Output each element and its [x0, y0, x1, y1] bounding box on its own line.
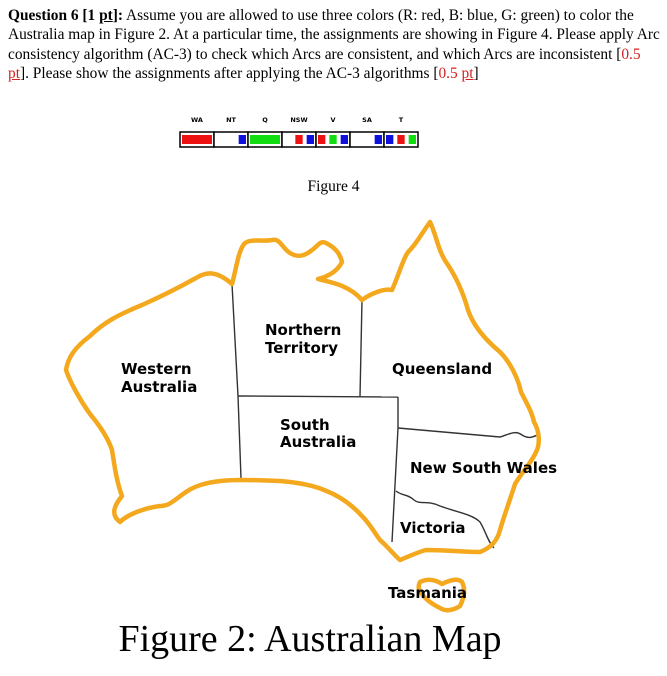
label-western-australia-2: Australia [121, 378, 198, 396]
score-2-number: 0.5 [438, 64, 462, 82]
domain-header-q: Q [262, 116, 268, 124]
border-wa-nt [232, 284, 241, 478]
question-body-3: ] [473, 64, 479, 82]
figure-2-caption: Figure 2: Australian Map [118, 618, 502, 660]
domain-header-nsw: NSW [290, 116, 308, 124]
label-victoria: Victoria [400, 519, 466, 537]
question-body-1: Assume you are allowed to use three colors (R: red, B: blue, G: green) to color the Australia map in Figure 2. At a particular time, the assignments are showing in Figure 4. Please apply Arc consistency algorithm (AC-3) to check which Arcs are consistent, and which Arcs are inconsistent [ [8, 7, 660, 63]
question-heading-end: ]: [112, 7, 124, 24]
label-northern-territory-1: Northern [265, 321, 342, 339]
score-1-number: 0.5 [621, 45, 641, 63]
question-heading-pt: pt [99, 7, 113, 24]
label-south-australia-1: South [280, 416, 330, 434]
domain-header-t: T [398, 116, 404, 124]
border-sa-q-nsw [392, 397, 398, 542]
domain-header-wa: WA [191, 116, 203, 124]
figure-4-caption: Figure 4 [307, 178, 360, 195]
label-tasmania: Tasmania [388, 584, 468, 602]
score-1-pt: pt [8, 64, 20, 82]
label-western-australia-1: Western [121, 360, 192, 378]
question-body-2: ]. Please show the assignments after applying the AC-3 algorithms [ [19, 64, 439, 82]
domain-header-sa: SA [362, 116, 372, 124]
domain-header-v: V [330, 116, 336, 124]
region-labels [121, 321, 557, 602]
label-south-australia-2: Australia [280, 433, 357, 451]
domain-header-nt: NT [226, 116, 236, 124]
question-heading: Question 6 [1 [8, 7, 100, 24]
label-queensland: Queensland [392, 360, 493, 378]
border-nt-q [360, 300, 362, 397]
border-nt-sa [238, 396, 398, 397]
label-new-south-wales: New South Wales [410, 459, 558, 477]
border-q-nsw [398, 428, 540, 437]
label-northern-territory-2: Territory [265, 339, 339, 357]
score-2-pt: pt [461, 64, 474, 82]
